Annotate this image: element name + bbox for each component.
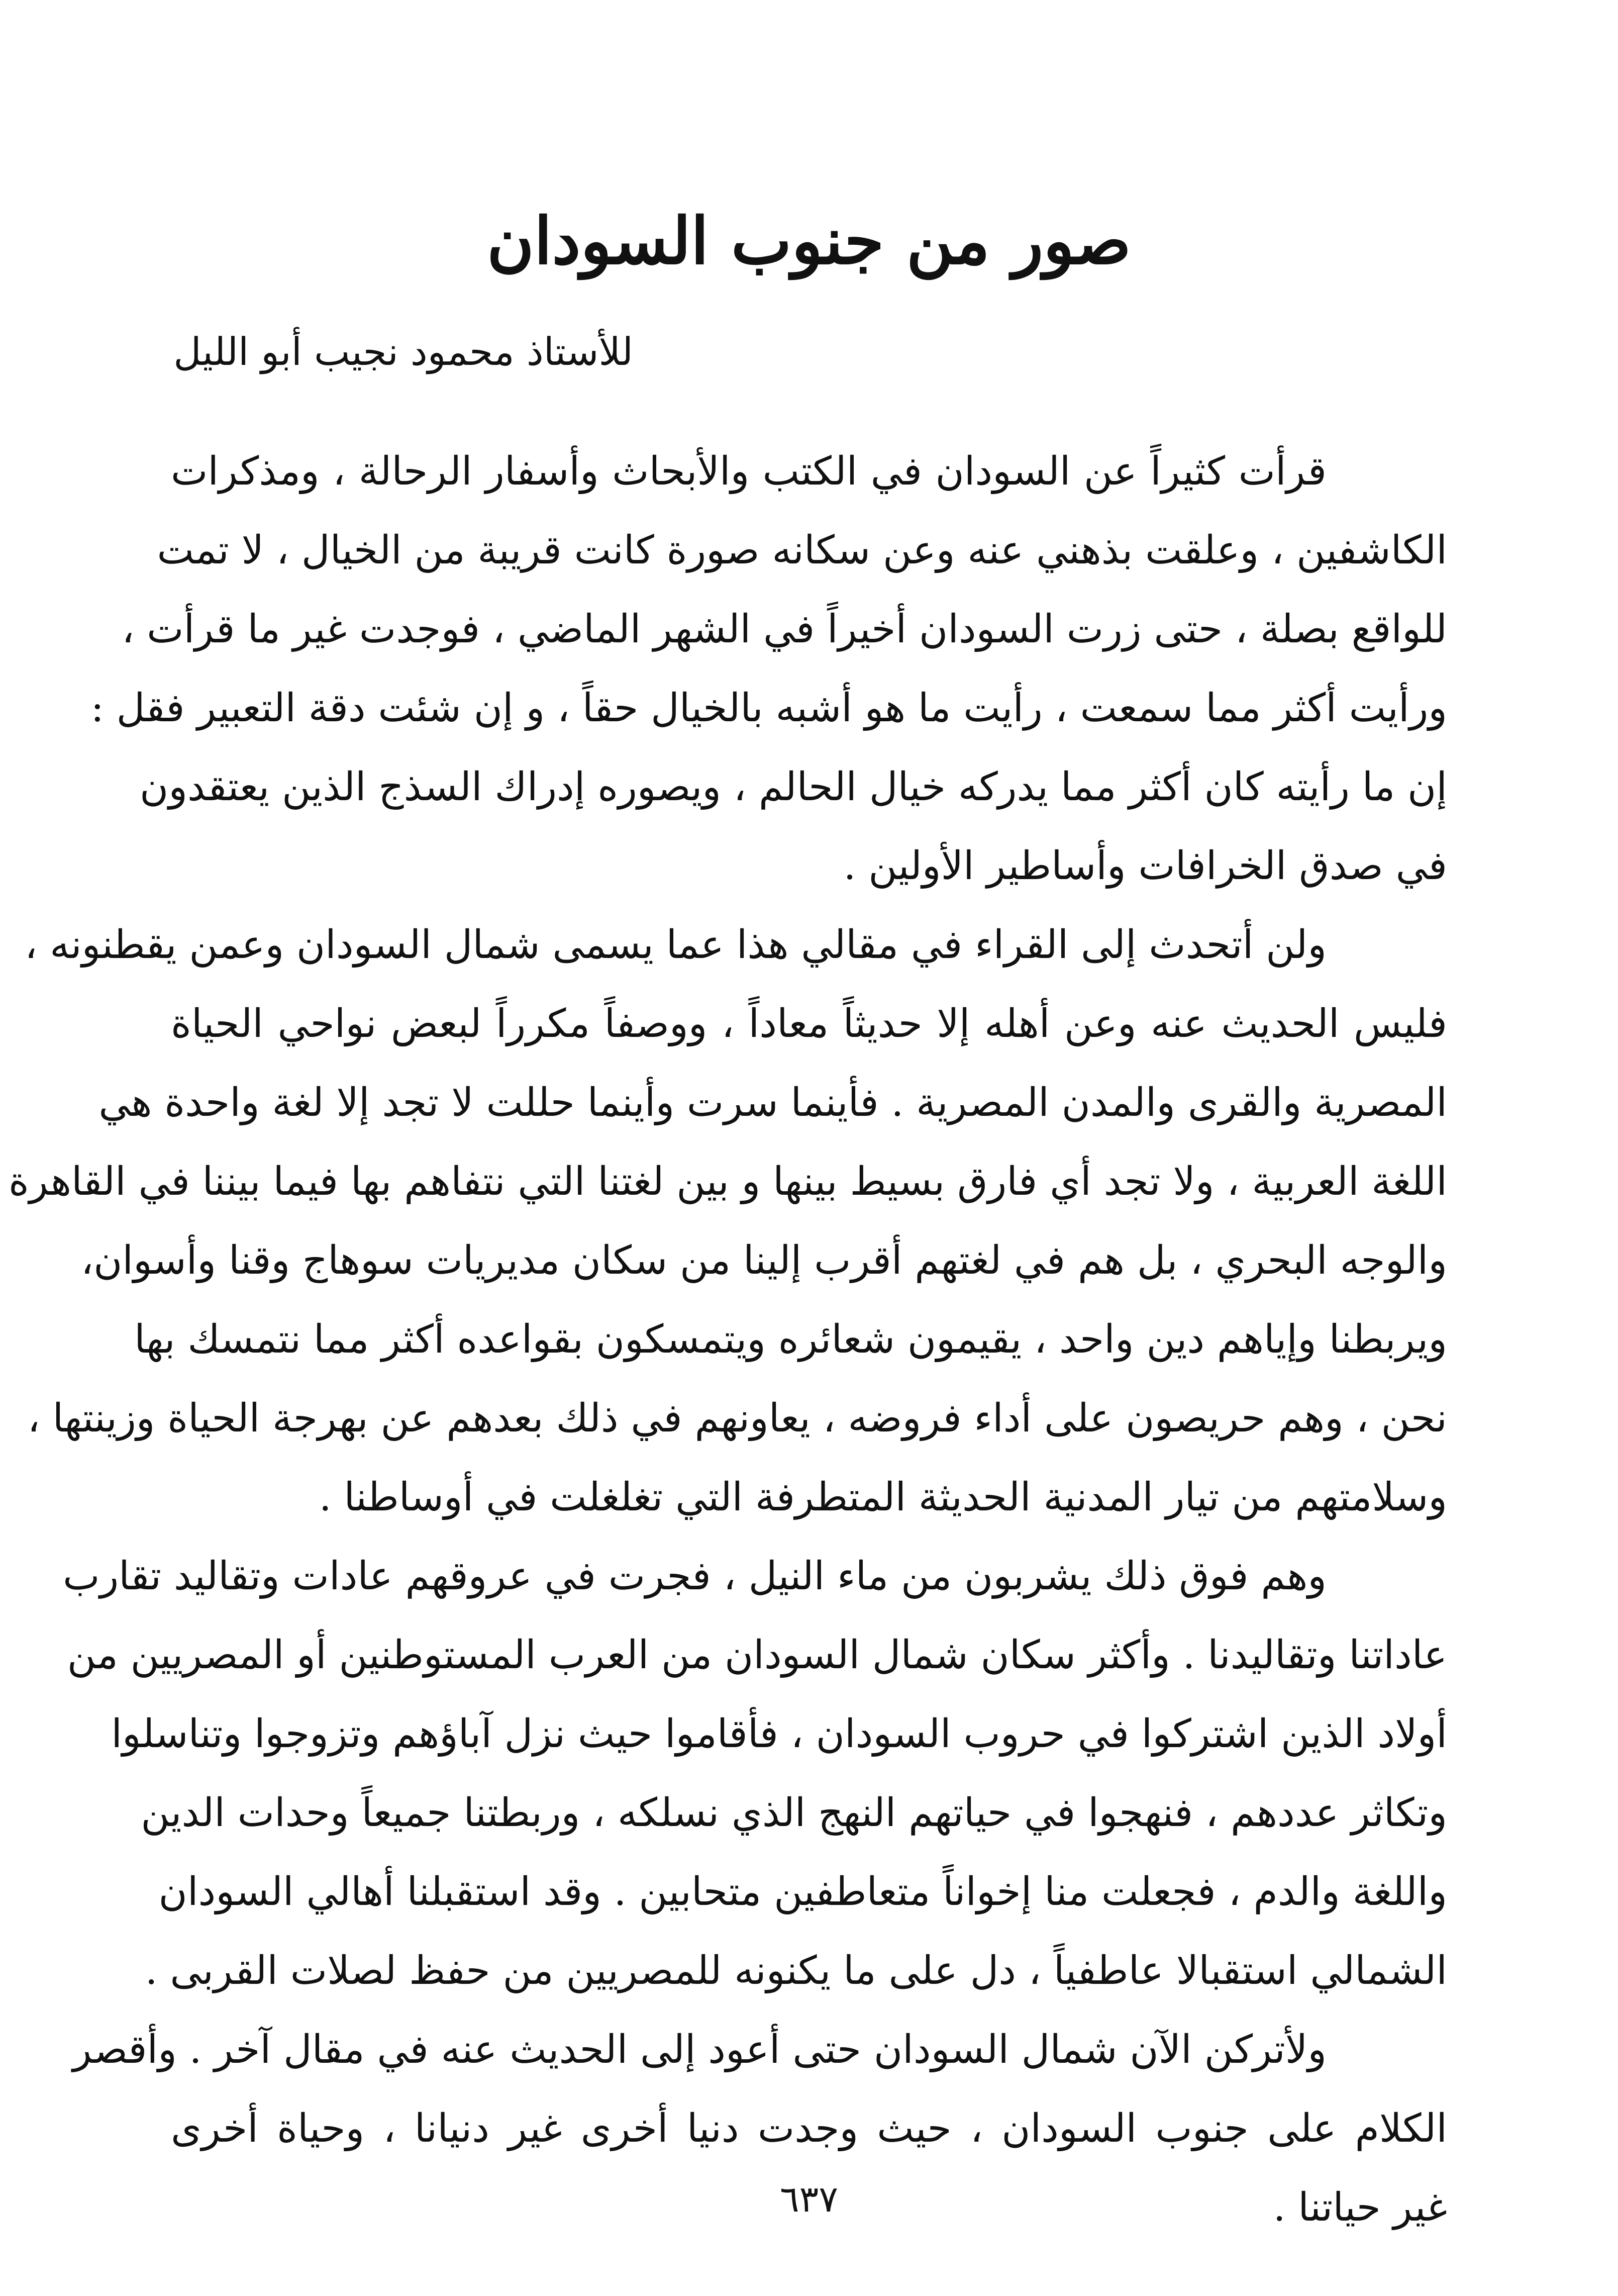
text-line: الشمالي استقبالا عاطفياً ، دل على ما يكنونه للمصريين من حفظ لصلات القربى . bbox=[145, 1948, 1447, 1993]
paragraph bbox=[90, 432, 1447, 906]
text-line: والوجه البحري ، بل هم في لغتهم أقرب إلينا من سكان مديريات سوهاج وقنا وأسوان، bbox=[80, 1238, 1447, 1283]
text-line: فليس الحديث عنه وعن أهله إلا حديثاً معاداً ، ووصفاً مكرراً لبعض نواحي الحياة bbox=[171, 1001, 1447, 1046]
paragraph bbox=[8, 906, 1447, 1537]
text-line: قرأت كثيراً عن السودان في الكتب والأبحاث وأسفار الرحالة ، ومذكرات bbox=[171, 449, 1327, 494]
text-line: عاداتنا وتقاليدنا . وأكثر سكان شمال السودان من العرب المستوطنين أو المصريين من bbox=[67, 1633, 1447, 1678]
text-line: المصرية والقرى والمدن المصرية . فأينما سرت وأينما حللت لا تجد إلا لغة واحدة هي bbox=[98, 1080, 1447, 1125]
text-line: ويربطنا وإياهم دين واحد ، يقيمون شعائره ويتمسكون بقواعده أكثر مما نتمسك بها bbox=[134, 1317, 1447, 1362]
text-line: ورأيت أكثر مما سمعت ، رأيت ما هو أشبه بالخيال حقاً ، و إن شئت دقة التعبير فقل : bbox=[90, 686, 1447, 731]
article-body bbox=[8, 432, 1447, 2247]
text-line: وسلامتهم من تيار المدنية الحديثة المتطرفة التي تغلغلت في أوساطنا . bbox=[319, 1475, 1447, 1520]
text-line: الكلام على جنوب السودان ، حيث وجدت دنيا أخرى غير دنيانا ، وحياة أخرى bbox=[171, 2106, 1447, 2151]
text-line: واللغة والدم ، فجعلت منا إخواناً متعاطفين متحابين . وقد استقبلنا أهالي السودان bbox=[158, 1869, 1447, 1915]
paragraph bbox=[63, 1537, 1447, 2011]
text-line: وتكاثر عددهم ، فنهجوا في حياتهم النهج الذي نسلكه ، وربطتنا جميعاً وحدات الدين bbox=[141, 1790, 1447, 1836]
text-line: وهم فوق ذلك يشربون من ماء النيل ، فجرت في عروقهم عادات وتقاليد تقارب bbox=[63, 1554, 1327, 1599]
article-title: صور من جنوب السودان bbox=[486, 204, 1132, 279]
article-author: للأستاذ محمود نجيب أبو الليل bbox=[173, 329, 633, 374]
text-line: اللغة العربية ، ولا تجد أي فارق بسيط بينها و بين لغتنا التي نتفاهم بها فيما بيننا في القاهرة bbox=[8, 1159, 1447, 1204]
text-line: ولأتركن الآن شمال السودان حتى أعود إلى الحديث عنه في مقال آخر . وأقصر bbox=[72, 2027, 1327, 2072]
text-line: الكاشفين ، وعلقت بذهني عنه وعن سكانه صورة كانت قريبة من الخيال ، لا تمت bbox=[157, 528, 1447, 573]
text-line: في صدق الخرافات وأساطير الأولين . bbox=[843, 843, 1447, 889]
text-line: ولن أتحدث إلى القراء في مقالي هذا عما يسمى شمال السودان وعمن يقطنونه ، bbox=[25, 922, 1327, 968]
text-line: نحن ، وهم حريصون على أداء فروضه ، يعاونهم في ذلك بعدهم عن بهرجة الحياة وزينتها ، bbox=[27, 1396, 1447, 1441]
text-line: أولاد الذين اشتركوا في حروب السودان ، فأقاموا حيث نزل آباؤهم وتزوجوا وتناسلوا bbox=[111, 1711, 1447, 1757]
page-number: ٦٣٧ bbox=[779, 2178, 838, 2220]
text-line: إن ما رأيته كان أكثر مما يدركه خيال الحالم ، ويصوره إدراك السذج الذين يعتقدون bbox=[140, 764, 1447, 810]
text-line: غير حياتنا . bbox=[1273, 2185, 1447, 2230]
text-line: للواقع بصلة ، حتى زرت السودان أخيراً في الشهر الماضي ، فوجدت غير ما قرأت ، bbox=[122, 607, 1447, 652]
